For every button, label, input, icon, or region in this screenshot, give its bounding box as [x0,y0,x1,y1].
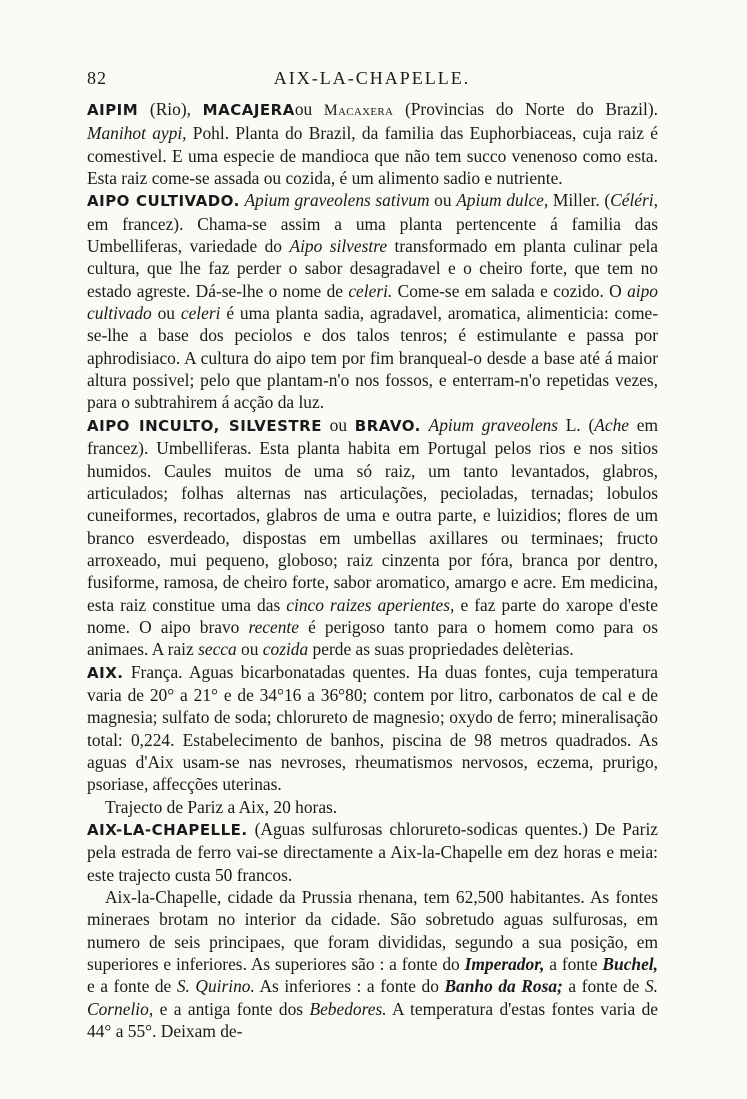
text: Aix-la-Chapelle, cidade da Prussia rhenana, tem 62,500 habitantes. As fontes mineraes brotam no interior da cidade. São sobretudo aguas sulfurosas, em numero de seis principaes, que foram divididas, segundo a sua posição, em superiores e inferiores. As superiores são : a fonte do [87,887,658,975]
entry-aix [87,661,658,796]
headword: AIPO INCULTO, SILVESTRE [87,416,322,435]
bold-italic-text: Banho da Rosa; [444,976,563,997]
text [421,415,429,435]
text: A temperatura d'estas fontes varia de 44° a 55°. Deixam de- [87,998,658,1042]
italic-text: Apium dulce, [456,190,549,211]
entry-aipo-inculto [87,414,658,661]
headword: BRAVO. [354,416,421,435]
headword: AIPO CULTIVADO. [87,192,240,211]
italic-text: cozida [262,639,309,660]
entry-aipim [87,98,658,189]
italic-text: Céléri, [610,190,658,211]
small-caps-text: Macaxera [323,102,394,119]
italic-text: Bebedores. [309,998,387,1019]
italic-text: secca [198,639,237,660]
text: L. ( [558,414,595,435]
text: perde as suas propriedades delèterias. [308,639,574,660]
text: Come-se em salada e cozido. O [392,280,628,301]
text: é perigoso tanto para o homem como para os animaes. A raiz [87,616,658,660]
text: (Provincias do Norte do Brazil). [393,99,658,119]
italic-text: Ache [594,414,629,435]
headword: MACAJERA [202,101,295,119]
italic-text: Manihot aypi, [87,123,187,144]
text: é uma planta sadia, agradavel, aromatica, alimenticia: come-se-lhe a base dos peciolos e dos talos tenros; é estimulante e passa por aphrodisiaco. A cultura do aipo tem por fim branqueal-o desde a base até á maior altura possivel; pelo que plantam-n'o nos fossos, e enterram-n'o repetidas vezes, para o subtrahirem á acção da luz. [87,303,658,413]
headword: AIX-LA-CHAPELLE. [87,821,248,839]
text: transformado em planta culinar pela cultura, que lhe faz perder o sabor desagradavel e o cheiro forte, que tem no estado agreste. Dá-se-lhe o nome de [87,236,658,301]
italic-text: S. Cornelio, [87,976,658,1019]
text: Trajecto de Pariz a Aix, 20 horas. [105,796,338,817]
italic-text: cinco raizes aperientes, [286,594,455,615]
bold-italic-text: Imperador, [464,954,545,975]
text: Pohl. Planta do Brazil, da familia das Euphorbiaceas, cuja raiz é comestivel. E uma especie de mandioca que não tem succo venenoso como esta. Esta raiz come-se assada ou cozida, é um alimento sadio e nutriente. [87,123,658,189]
italic-text: S. Quirino. [176,976,255,997]
text: França. Aguas bicarbonatadas quentes. Ha duas fontes, cuja temperatura varia de 20° a 21° e de 34°16 a 36°80; contem por litro, carbonatos de cal e de magnesia; sulfato de soda; chlorureto de magnesio; oxydo de ferro; mineralisação total: 0,224. Estabelecimento de banhos, piscina de 98 metros quadrados. As aguas d'Aix usam-se nas nevroses, rheumatismos nervosos, eczema, prurigo, psoriase, affecções uterinas. [87,661,658,795]
text: (Rio), [138,99,203,119]
text: ou [321,414,355,435]
entry-aipo-cultivado [87,189,658,413]
text: As inferiores : a fonte do [254,976,445,997]
entry-aix-la-chapelle [87,818,658,886]
italic-text: Apium graveolens sativum [244,190,430,211]
headword: AIPIM [87,101,139,119]
entry-cidade [87,886,658,1042]
text: ou [294,99,324,119]
text: a fonte de [562,976,645,997]
italic-text: celeri. [348,280,393,301]
italic-text: Apium graveolens [428,414,559,435]
bold-italic-text: Buchel, [602,954,658,975]
page-header [87,68,657,94]
entry-trajecto [87,796,658,818]
page-body [87,98,658,1042]
headword: AIX. [87,663,124,682]
page-number: 82 [87,68,107,88]
italic-text: recente [248,616,299,637]
text: ou [236,639,263,660]
text: a fonte [544,954,603,975]
text: em francez). Chama-se assim a uma planta pertencente á familia das Umbelliferas, variedade do [87,213,658,257]
text: Miller. ( [548,190,611,211]
italic-text: Aipo silvestre [289,236,388,257]
running-title: AIX-LA-CHAPELLE. [273,68,471,88]
text: em francez). Umbelliferas. Esta planta habita em Portugal pelos rios e nos sitios humidos. Caules muitos de uma só raiz, um tanto levantados, glabros, articulados; folhas alternas nas articulações, pecioladas, ternadas; lobulos cuneiformes, recortados, glabros de uma e outra parte, e luizidios; flores de um branco esverdeado, dispostas em umbellas axillares ou terminaes; fructo arroxeado, mui pequeno, globoso; raiz cinzenta por fóra, branca por dentro, fusiforme, ramosa, de cheiro forte, sabor aromatico, amargo e acre. Em medicina, esta raiz constitue uma das [87,414,658,615]
text: (Aguas sulfurosas chlorureto-sodicas quentes.) De Pariz pela estrada de ferro vai-se directamente a Aix-la-Chapelle em dez horas e meia: este trajecto custa 50 francos. [87,819,658,885]
text: e faz parte do xarope d'este nome. O aipo bravo [87,594,658,637]
text: e a antiga fonte dos [153,998,310,1019]
text: ou [429,190,457,211]
text: e a fonte de [87,976,177,997]
text: ou [151,303,181,324]
italic-text: aipo cultivado [87,280,658,324]
italic-text: celeri [180,303,221,324]
